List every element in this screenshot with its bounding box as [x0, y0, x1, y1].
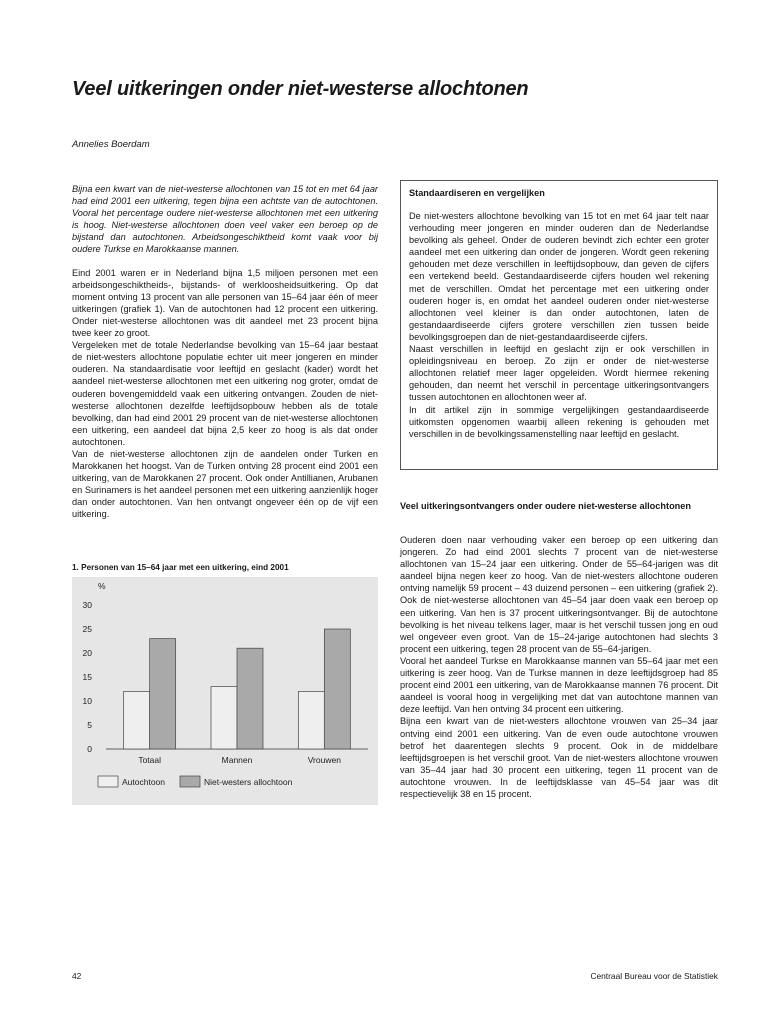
y-axis-unit: % — [98, 581, 106, 591]
y-tick-label: 15 — [82, 672, 92, 682]
body-paragraph: Bijna een kwart van de niet-westers allochtone vrouwen van 25–34 jaar ontving eind 2001 een uitkering. Van de even oude autochtone vrouwen betrof het daarentegen slechts 9 procent. Ook in de middelbare leeftijdsgroepen is het verschil groot. Van de niet-westers allochtone vrouwen van 35–44 jaar had 30 procent een uitkering, tegen 11 procent van de autochtone vrouwen. In de leeftijdsklasse van 45–54 jaar was dit respectievelijk 38 en 15 procent. — [400, 716, 718, 799]
bar-1 — [150, 639, 176, 749]
page-number: 42 — [72, 971, 82, 981]
y-tick-label: 5 — [87, 720, 92, 730]
bar-1 — [324, 629, 350, 749]
publisher-name: Centraal Bureau voor de Statistiek — [590, 971, 718, 981]
bar-0 — [124, 691, 150, 749]
bar-0 — [298, 691, 324, 749]
info-box-title: Standaardiseren en vergelijken — [409, 188, 545, 198]
bar-chart — [72, 577, 378, 805]
body-paragraph: Van de niet-westerse allochtonen zijn de aandelen onder Turken en Marokkanen het hoogst. Van de Turken ontving 28 procent eind 2001 een uitkering, van de Marokkanen 27 procent. Ook onder Antillianen, Arubanen en Surinamers is het aandeel personen met een uitkering aanzienlijk hoger dan onder autochtonen. Van hen ontvangt ongeveer één op de vijf een uitkering. — [72, 448, 378, 520]
article-title: Veel uitkeringen onder niet-westerse allochtonen — [72, 78, 529, 100]
legend-label: Niet-westers allochtoon — [204, 777, 293, 787]
y-tick-label: 10 — [82, 696, 92, 706]
info-box-paragraph: Naast verschillen in leeftijd en geslacht zijn er ook verschillen in opleidingsniveau en beroep. Zo zijn er onder de niet-westerse allochtonen relatief meer lager opgeleiden. Wordt hiermee rekening gehouden, dan neemt het verschil in percentage uitkeringsontvangers tussen autochtonen en allochtonen weer af. — [409, 344, 709, 403]
intro-paragraph: Bijna een kwart van de niet-westerse allochtonen van 15 tot en met 64 jaar had eind 2001 een uitkering, tegen bijna een achtste van de autochtonen. Vooral het percentage oudere niet-westerse allochtonen met een uitkering is hoog. Niet-westerse allochtonen doen veel vaker een beroep op de bijstand dan autochtonen. Arbeidsongeschiktheid komt vaak voor bij oudere Turkse en Marokkaanse mannen. — [72, 184, 378, 255]
legend-swatch — [180, 776, 200, 787]
y-tick-label: 20 — [82, 648, 92, 658]
chart-caption: 1. Personen van 15–64 jaar met een uitkering, eind 2001 — [72, 563, 289, 572]
x-tick-label: Totaal — [138, 755, 162, 765]
right-column — [400, 534, 718, 800]
x-tick-label: Vrouwen — [307, 755, 341, 765]
info-box-paragraph: In dit artikel zijn in sommige vergelijkingen gestandaardiseerde uitkomsten opgenomen waarbij alleen rekening is gehouden met verschillen in de bevolkingssamenstelling naar leeftijd en geslacht. — [409, 404, 709, 439]
chart-panel — [72, 577, 378, 805]
info-box-paragraph: De niet-westers allochtone bevolking van 15 tot en met 64 jaar telt naar verhouding meer jongeren en minder ouderen dan de Nederlandse bevolking als geheel. Onder de ouderen bevindt zich echter een groter aandeel met een uitkering dan onder de jongeren. Wordt geen rekening gehouden met deze verschillen in leeftijdsopbouw, dan geven de cijfers een vertekend beeld. Gestandaardiseerde cijfers houden wel rekening met de verschillen. Omdat het percentage met een uitkering onder ouderen hoger is, en omdat het aandeel ouderen onder niet-westerse allochtonen veel kleiner is dan onder autochtonen, laten de gestandaardiseerde cijfers grotere verschillen zien tussen beide bevolkingsgroepen dan de niet-gestandaardiseerde cijfers. — [409, 211, 709, 342]
legend-swatch — [98, 776, 118, 787]
body-paragraph: Vooral het aandeel Turkse en Marokkaanse mannen van 55–64 jaar met een uitkering is zeer hoog. Van de Turkse mannen in deze leeftijdsgroep had 85 procent eind 2001 een uitkering, van de Marokkaanse mannen 76 procent. Dit aandeel is vooral hoog in vergelijking met dat van autochtone mannen van deze leeftijd. Van hen ontving 34 procent een uitkering. — [400, 655, 718, 715]
section-heading: Veel uitkeringsontvangers onder oudere niet-westerse allochtonen — [400, 501, 692, 511]
y-tick-label: 0 — [87, 744, 92, 754]
bar-0 — [211, 687, 237, 749]
info-box — [400, 180, 718, 470]
bar-1 — [237, 648, 263, 749]
body-paragraph: Ouderen doen naar verhouding vaker een beroep op een uitkering dan jongeren. Zo had eind 2001 slechts 7 procent van de niet-westerse allochtonen van 15–24 jaar een uitkering. Onder de 55–64-jarigen was dit aandeel bijna negen keer zo hoog. Van de niet-westers allochtone ouderen ontving namelijk 59 procent – 43 duizend personen – een uitkering (grafiek 2). Ook de niet-westerse allochtonen van 45–54 jaar doen vaak een beroep op een uitkering. Van hen is 37 procent uitkeringsontvanger. Bij de autochtone bevolking is het niveau telkens lager, maar is het verschil tussen jong en oud wel ongeveer even groot. Van de 15–24-jarige autochtonen had slechts 3 procent een uitkering, tegen 28 procent van de 55–64-jarigen. — [400, 535, 718, 654]
left-column — [72, 183, 378, 521]
y-tick-label: 25 — [82, 624, 92, 634]
body-paragraph: Eind 2001 waren er in Nederland bijna 1,5 miljoen personen met een arbeidsongeschiktheids-, bijstands- of werkloosheidsuitkering. Op dat moment ontving 13 procent van alle personen van 15–64 jaar één of meer uitkeringen (grafiek 1). Van de autochtonen had 12 procent een uitkering. Onder niet-westerse allochtonen was dit aandeel met 23 procent bijna twee keer zo groot. — [72, 267, 378, 339]
legend-label: Autochtoon — [122, 777, 166, 787]
body-paragraph: Vergeleken met de totale Nederlandse bevolking van 15–64 jaar bestaat de niet-westers allochtone populatie echter uit meer jongeren en minder ouderen. Na standaardisatie voor leeftijd en geslacht (kader) wordt het aandeel niet-westerse allochtonen met een uitkering nog groter, omdat de ouderen bovengemiddeld vaak een uitkering ontvangen. Zouden de niet-westerse allochtonen dezelfde leeftijdsopbouw hebben als de totale bevolking, dan had eind 2001 29 procent van de niet-westerse allochtonen een uitkering, een aandeel dat bijna 2,5 keer zo hoog is als dat onder autochtonen. — [72, 340, 378, 447]
x-tick-label: Mannen — [221, 755, 253, 765]
author-name: Annelies Boerdam — [72, 139, 150, 150]
y-tick-label: 30 — [82, 600, 92, 610]
